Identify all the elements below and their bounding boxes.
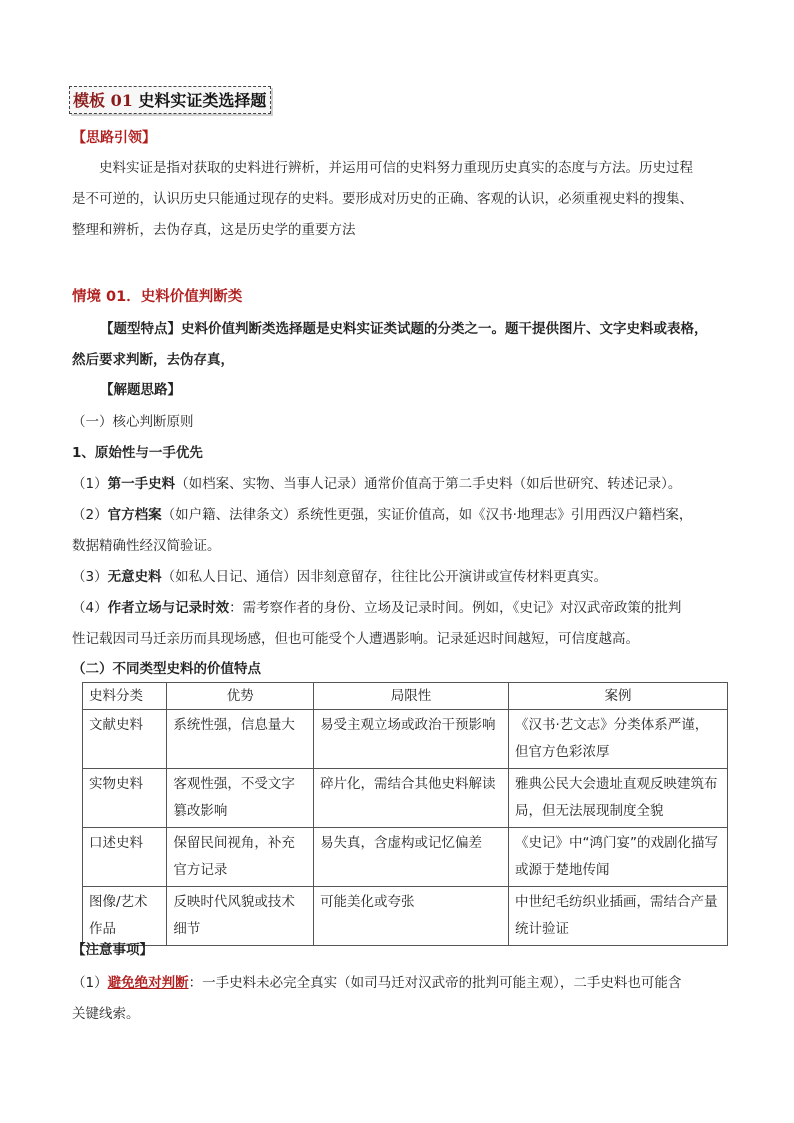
item-2-key: 官方档案 bbox=[107, 507, 162, 523]
feature-text-1: 史料价值判断类选择题是史料实证类试题的分类之一。题干提供图片、文字史料或表格， bbox=[181, 321, 708, 337]
table-cell: 雅典公民大会遗址直观反映建筑布局，但无法展现制度全貌 bbox=[508, 769, 727, 828]
table-cell: 实物史料 bbox=[83, 769, 167, 828]
table-header-cell: 局限性 bbox=[314, 683, 509, 710]
table-header-cell: 史料分类 bbox=[83, 683, 167, 710]
item-3-num: （3） bbox=[72, 569, 108, 585]
table-cell: 反映时代风貌或技术细节 bbox=[167, 887, 314, 946]
table-cell: 可能美化或夸张 bbox=[314, 887, 509, 946]
notes-heading: 【注意事项】 bbox=[72, 942, 153, 958]
item-4 bbox=[72, 596, 681, 616]
template-name: 史料实证类选择题 bbox=[138, 91, 267, 110]
template-title bbox=[69, 86, 271, 114]
intro-line-2: 是不可逆的，认识历史只能通过现存的史料。要形成对历史的正确、客观的认识，必须重视史料的搜集、 bbox=[72, 191, 693, 207]
table-cell: 《汉书·艺文志》分类体系严谨，但官方色彩浓厚 bbox=[508, 710, 727, 769]
table-cell: 保留民间视角，补充官方记录 bbox=[167, 828, 314, 887]
item-3-key: 无意史料 bbox=[107, 569, 162, 585]
section-one: （一）核心判断原则 bbox=[72, 414, 194, 430]
table-cell: 《史记》中“鸿门宴”的戏剧化描写或源于楚地传闻 bbox=[508, 828, 727, 887]
table-row bbox=[83, 769, 728, 828]
table-cell: 客观性强，不受文字篡改影响 bbox=[167, 769, 314, 828]
feature-label: 【题型特点】 bbox=[100, 321, 181, 337]
table-cell: 系统性强，信息量大 bbox=[167, 710, 314, 769]
feature-line-1 bbox=[100, 317, 708, 337]
item-1-key: 第一手史料 bbox=[107, 476, 176, 492]
table-header-cell: 案例 bbox=[508, 683, 727, 710]
situation-title: 情境 01．史料价值判断类 bbox=[72, 289, 243, 305]
table-row bbox=[83, 710, 728, 769]
item-1-rest: （如档案、实物、当事人记录）通常价值高于第二手史料（如后世研究、转述记录）。 bbox=[175, 476, 682, 492]
table-header-row bbox=[83, 683, 728, 710]
item-2-rest: （如户籍、法律条文）系统性更强，实证价值高，如《汉书·地理志》引用西汉户籍档案， bbox=[161, 507, 693, 523]
template-tag: 模板 01 bbox=[73, 91, 139, 110]
table-row bbox=[83, 828, 728, 887]
item-1-num: （1） bbox=[72, 476, 108, 492]
note-1-num: （1） bbox=[72, 975, 108, 991]
item-2 bbox=[72, 503, 692, 523]
item-4-cont: 性记载因司马迁亲历而具现场感，但也可能受个人遭遇影响。记录延迟时间越短，可信度越高。 bbox=[72, 631, 639, 647]
note-1-rest: ：一手史料未必完全真实（如司马迁对汉武帝的批判可能主观），二手史料也可能含 bbox=[188, 975, 682, 991]
note-1-cont: 关键线索。 bbox=[72, 1006, 140, 1022]
intro-line-3: 整理和辨析，去伪存真，这是历史学的重要方法 bbox=[72, 222, 356, 238]
item-3 bbox=[72, 565, 607, 585]
solution-heading: 【解题思路】 bbox=[100, 382, 181, 398]
table-cell: 图像/艺术作品 bbox=[83, 887, 167, 946]
item-3-rest: （如私人日记、通信）因非刻意留存，往往比公开演讲或宣传材料更真实。 bbox=[161, 569, 608, 585]
intro-line-1: 史料实证是指对获取的史料进行辨析，并运用可信的史料努力重现历史真实的态度与方法。历史过程 bbox=[99, 160, 693, 176]
table-cell: 易受主观立场或政治干预影响 bbox=[314, 710, 509, 769]
table-row bbox=[83, 887, 728, 946]
item-2-cont: 数据精确性经汉简验证。 bbox=[72, 538, 221, 554]
item-4-rest: ：需考察作者的身份、立场及记录时间。例如，《史记》对汉武帝政策的批判 bbox=[229, 600, 682, 616]
section-two: （二）不同类型史料的价值特点 bbox=[72, 661, 261, 677]
note-1-key: 避免绝对判断 bbox=[107, 975, 189, 991]
item-4-key: 作者立场与记录时效 bbox=[107, 600, 230, 616]
source-types-table bbox=[82, 682, 728, 946]
item-4-num: （4） bbox=[72, 600, 108, 616]
table-header-cell: 优势 bbox=[167, 683, 314, 710]
item-2-num: （2） bbox=[72, 507, 108, 523]
table-cell: 文献史料 bbox=[83, 710, 167, 769]
table-cell: 中世纪毛纺织业插画，需结合产量统计验证 bbox=[508, 887, 727, 946]
table-cell: 口述史料 bbox=[83, 828, 167, 887]
thinking-heading: 【思路引领】 bbox=[72, 130, 156, 146]
item-1 bbox=[72, 472, 681, 492]
note-1 bbox=[72, 971, 681, 991]
table-cell: 碎片化，需结合其他史料解读 bbox=[314, 769, 509, 828]
principle-one: 1、原始性与一手优先 bbox=[72, 445, 203, 461]
table-cell: 易失真，含虚构或记忆偏差 bbox=[314, 828, 509, 887]
feature-line-2: 然后要求判断，去伪存真， bbox=[72, 352, 234, 368]
